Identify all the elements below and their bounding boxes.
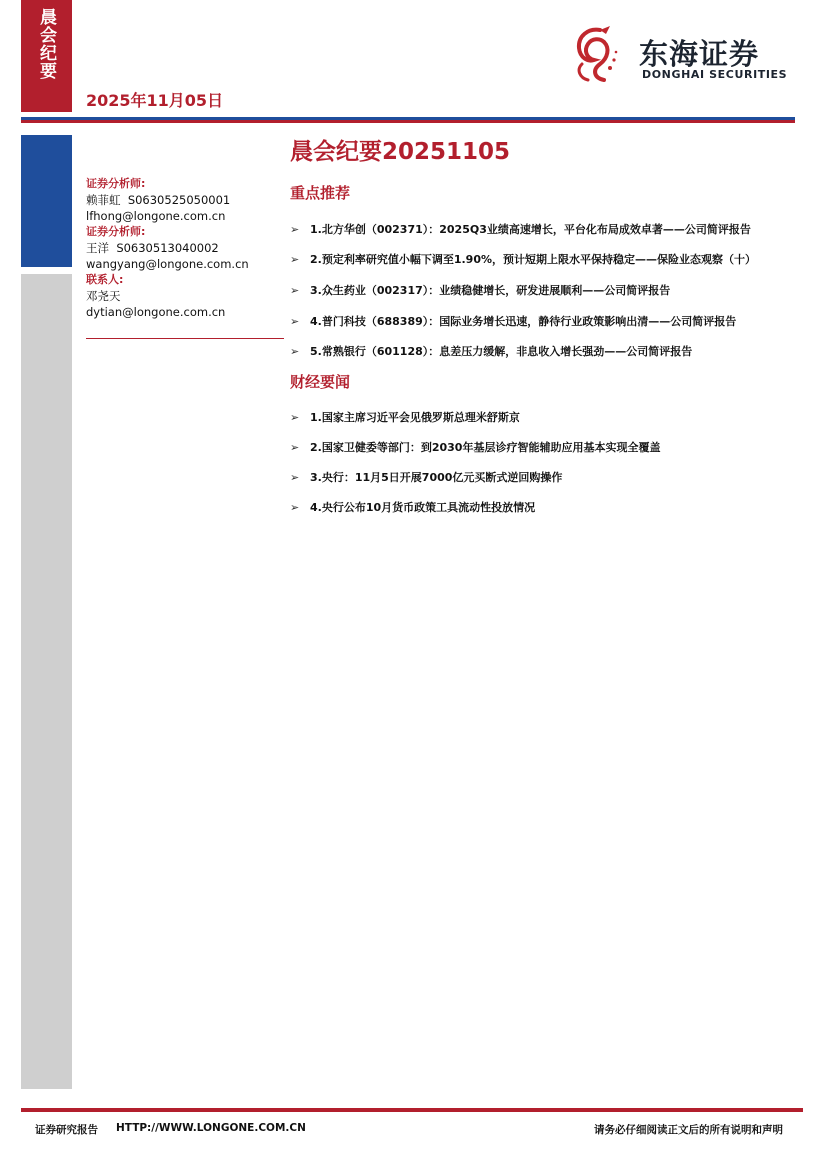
arrow-bullet-icon: ➢ (290, 284, 300, 297)
list-item-text: 2.国家卫健委等部门：到2030年基层诊疗智能辅助应用基本实现全覆盖 (310, 441, 661, 454)
list-item[interactable] (290, 499, 535, 515)
list-item-text: 5.常熟银行（601128）：息差压力缓解，非息收入增长强劲——公司简评报告 (310, 345, 693, 358)
analyst-id: S0630513040002 (116, 241, 219, 255)
logo-chinese-name: 东海证券 (639, 37, 760, 71)
header-divider-red (21, 120, 795, 123)
contact-role: 联系人: (86, 273, 124, 286)
analyst-list (86, 176, 249, 320)
list-item-text: 1.北方华创（002371）：2025Q3业绩高速增长，平台化布局成效卓著——公司简评报告 (310, 223, 751, 236)
list-item[interactable] (290, 469, 562, 485)
list-item[interactable] (290, 313, 736, 329)
analyst-name: 王洋 (86, 241, 109, 255)
footer-divider (21, 1108, 803, 1112)
analyst-name: 赖菲虹 (86, 193, 121, 207)
list-item[interactable] (290, 409, 520, 425)
arrow-bullet-icon: ➢ (290, 501, 300, 514)
list-item[interactable] (290, 439, 660, 455)
analyst-1 (86, 176, 249, 224)
list-item-text: 3.众生药业（002317）：业绩稳健增长，研发进展顺利——公司简评报告 (310, 284, 671, 297)
report-type-tag: 晨会纪要 (21, 0, 72, 112)
list-item-text: 2.预定利率研究值小幅下调至1.90%，预计短期上限水平保持稳定——保险业态观察（十） (310, 253, 756, 266)
list-item-text: 1.国家主席习近平会见俄罗斯总理米舒斯京 (310, 411, 520, 424)
sidebar-gray-block (21, 274, 72, 1089)
list-item[interactable] (290, 282, 670, 298)
dragon-logo-icon (570, 24, 622, 84)
sidebar-blue-block (21, 135, 72, 267)
arrow-bullet-icon: ➢ (290, 471, 300, 484)
arrow-bullet-icon: ➢ (290, 345, 300, 358)
list-item[interactable] (290, 343, 692, 359)
arrow-bullet-icon: ➢ (290, 315, 300, 328)
section-title-news: 财经要闻 (290, 373, 351, 391)
analyst-name-id (86, 192, 249, 208)
analyst-role: 证券分析师: (86, 177, 146, 190)
analyst-role: 证券分析师: (86, 225, 146, 238)
arrow-bullet-icon: ➢ (290, 223, 300, 236)
footer-website-link[interactable]: HTTP://WWW.LONGONE.COM.CN (116, 1122, 306, 1134)
analyst-id: S0630525050001 (127, 193, 231, 207)
analyst-2 (86, 224, 249, 272)
contact-name: 邓尧天 (86, 289, 121, 303)
analyst-divider (86, 338, 284, 339)
arrow-bullet-icon: ➢ (290, 441, 300, 454)
analyst-name-id (86, 240, 249, 256)
analyst-email[interactable]: lfhong@longone.com.cn (86, 209, 226, 223)
list-item-text: 4.央行公布10月货币政策工具流动性投放情况 (310, 501, 536, 514)
arrow-bullet-icon: ➢ (290, 253, 300, 266)
list-item[interactable] (290, 221, 751, 237)
arrow-bullet-icon: ➢ (290, 411, 300, 424)
contact-email[interactable]: dytian@longone.com.cn (86, 305, 226, 319)
list-item[interactable] (290, 251, 756, 267)
report-date: 2025年11月05日 (86, 91, 224, 110)
page-title: 晨会纪要20251105 (290, 139, 511, 165)
analyst-email[interactable]: wangyang@longone.com.cn (86, 257, 249, 271)
footer-disclaimer: 请务必仔细阅读正文后的所有说明和声明 (594, 1124, 783, 1136)
contact (86, 272, 249, 320)
list-item-text: 4.普门科技（688389）：国际业务增长迅速，静待行业政策影响出清——公司简评报告 (310, 315, 737, 328)
section-title-key: 重点推荐 (290, 184, 351, 202)
list-item-text: 3.央行：11月5日开展7000亿元买断式逆回购操作 (310, 471, 563, 484)
footer-report-type: 证券研究报告 (35, 1124, 98, 1136)
logo-english-name: DONGHAI SECURITIES (642, 68, 788, 81)
